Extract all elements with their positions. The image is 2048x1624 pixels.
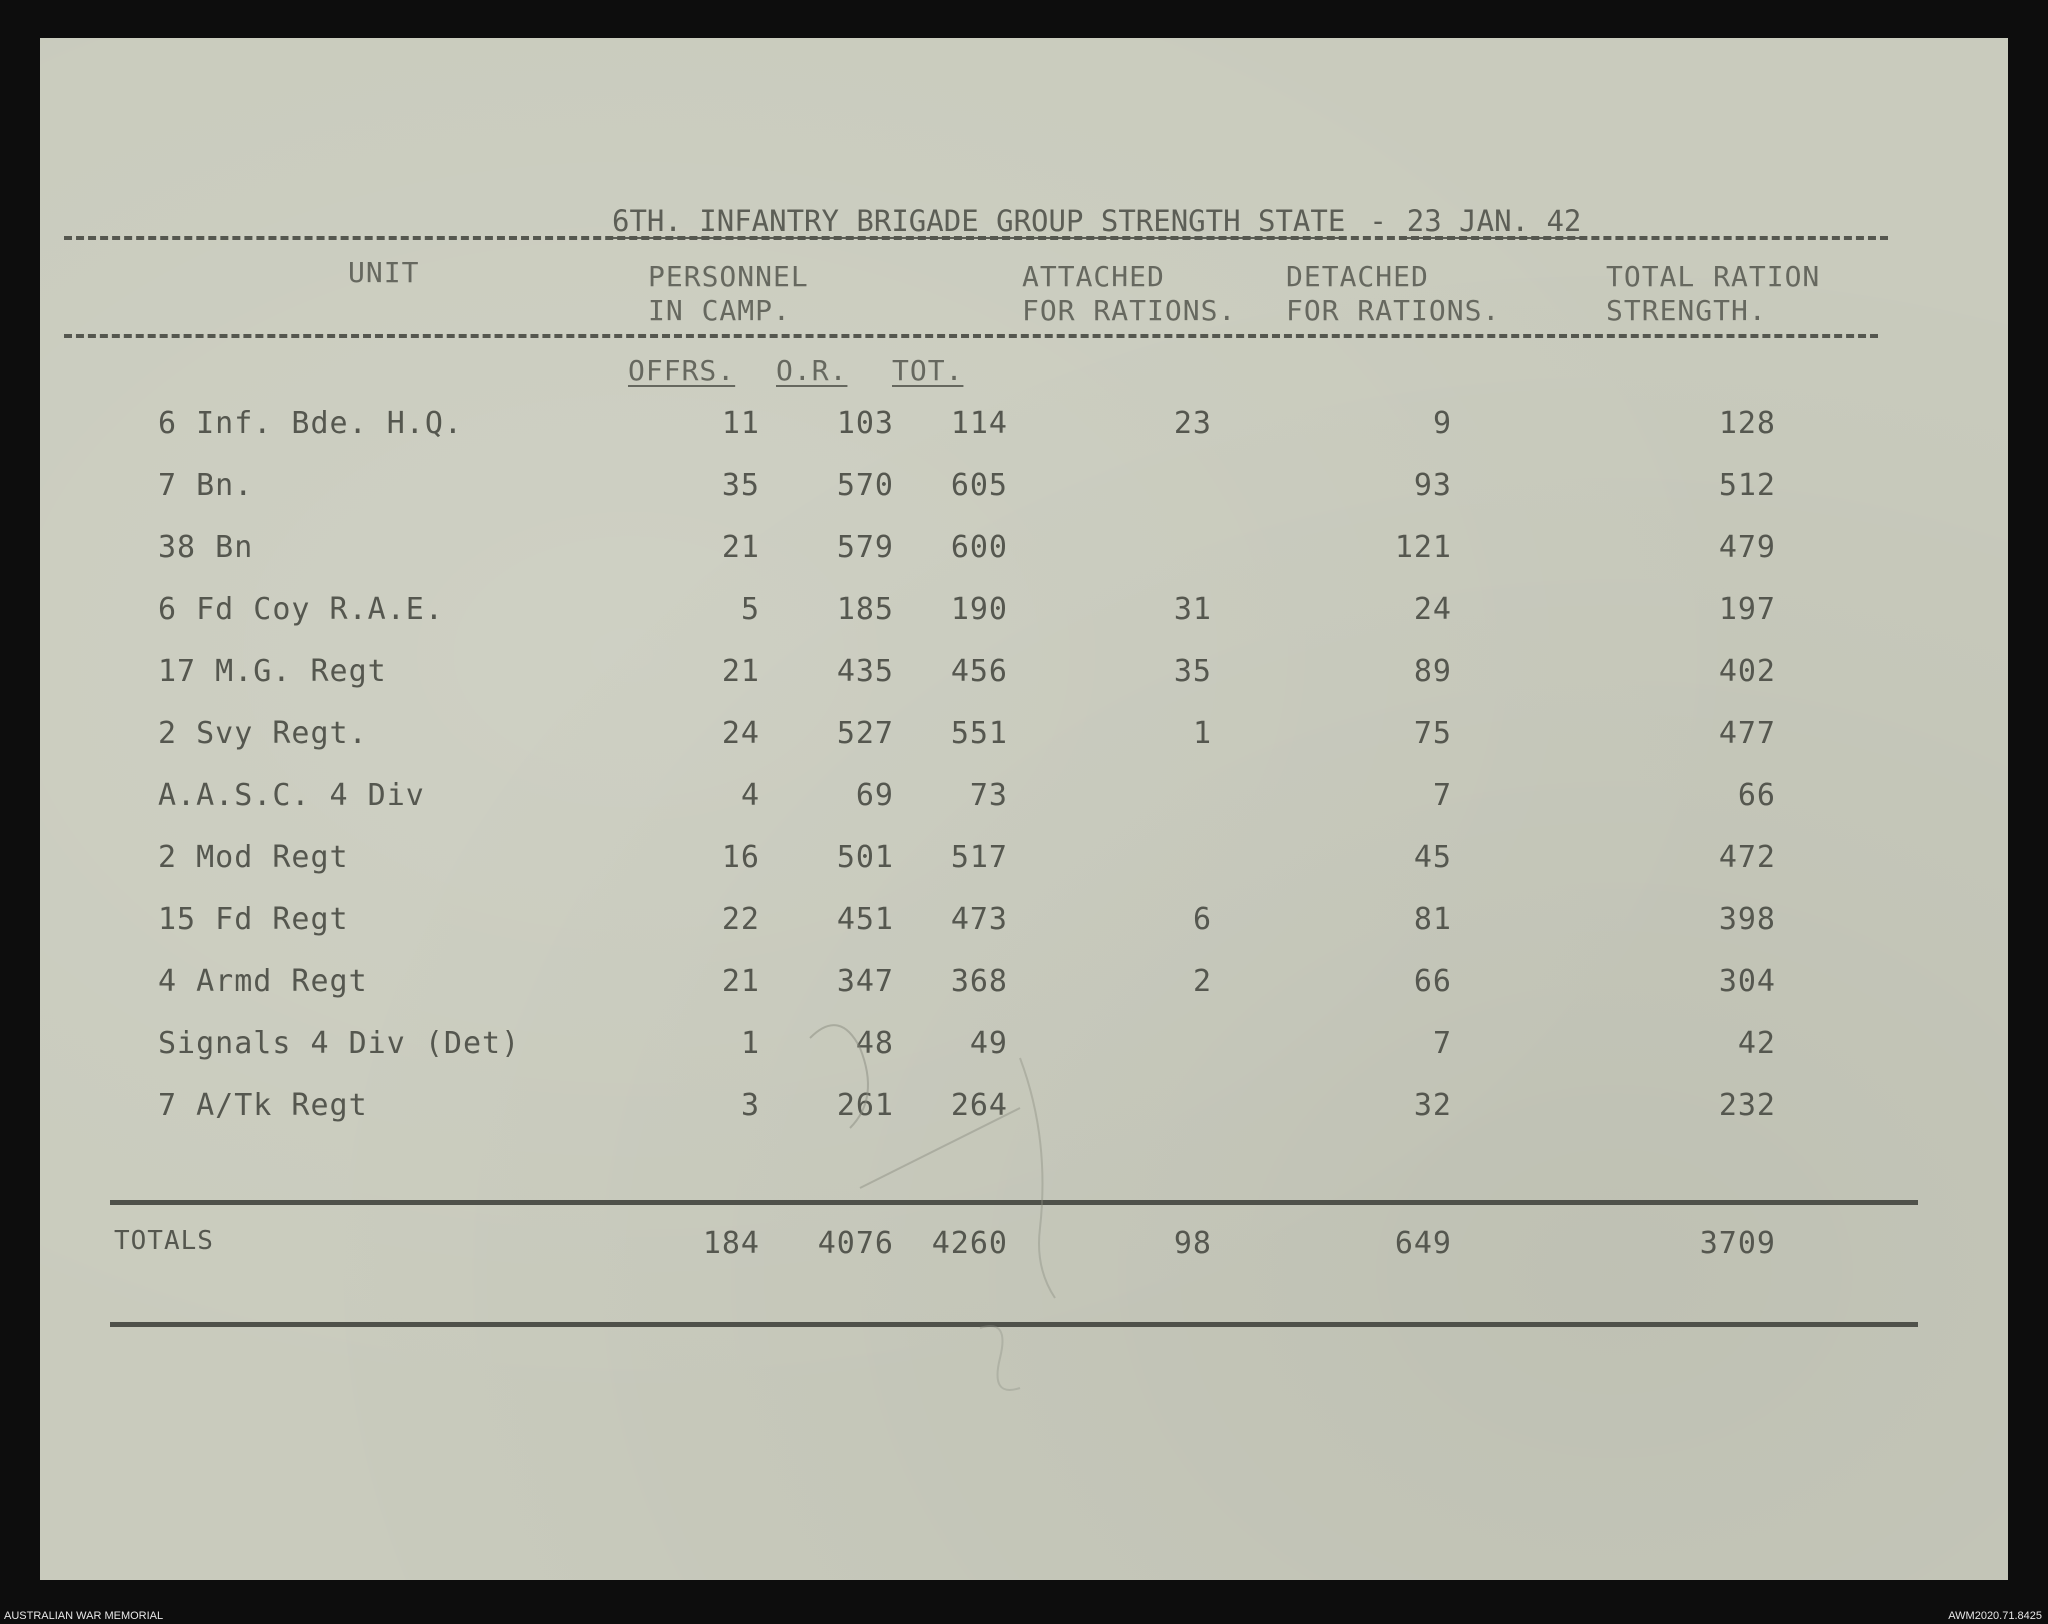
row-offrs: 21	[721, 964, 760, 999]
row-detached: 75	[1413, 716, 1452, 751]
header-detached-line1: DETACHED	[1286, 260, 1429, 293]
row-total-ration: 512	[1718, 468, 1776, 503]
totals-or: 4076	[817, 1226, 894, 1261]
row-unit: 15 Fd Regt	[158, 902, 349, 937]
subheader-tot: TOT.	[892, 354, 964, 387]
header-unit: UNIT	[348, 256, 420, 289]
row-tot: 551	[950, 716, 1008, 751]
row-offrs: 24	[721, 716, 760, 751]
row-offrs: 1	[740, 1026, 760, 1061]
row-total-ration: 42	[1737, 1026, 1776, 1061]
row-attached: 31	[1173, 592, 1212, 627]
row-total-ration: 479	[1718, 530, 1776, 565]
header-detached-line2: FOR RATIONS.	[1286, 294, 1501, 327]
row-tot: 517	[950, 840, 1008, 875]
row-tot: 456	[950, 654, 1008, 689]
row-tot: 190	[950, 592, 1008, 627]
row-unit: A.A.S.C. 4 Div	[158, 778, 425, 813]
row-or: 69	[855, 778, 894, 813]
totals-attached: 98	[1173, 1226, 1212, 1261]
row-or: 261	[836, 1088, 894, 1123]
totals-total: 3709	[1699, 1226, 1776, 1261]
row-total-ration: 472	[1718, 840, 1776, 875]
row-attached: 1	[1192, 716, 1212, 751]
subheader-offrs: OFFRS.	[628, 354, 736, 387]
row-tot: 114	[950, 406, 1008, 441]
row-offrs: 5	[740, 592, 760, 627]
row-offrs: 35	[721, 468, 760, 503]
row-or: 103	[836, 406, 894, 441]
row-tot: 368	[950, 964, 1008, 999]
row-or: 48	[855, 1026, 894, 1061]
row-detached: 7	[1432, 1026, 1452, 1061]
row-unit: 4 Armd Regt	[158, 964, 368, 999]
title-dash: -	[1369, 204, 1387, 238]
pencil-annotation	[800, 1018, 1160, 1418]
row-tot: 73	[969, 778, 1008, 813]
row-unit: 2 Svy Regt.	[158, 716, 368, 751]
header-bottom-rule	[64, 334, 1878, 338]
row-detached: 9	[1432, 406, 1452, 441]
header-attached-line2: FOR RATIONS.	[1022, 294, 1237, 327]
row-attached: 6	[1192, 902, 1212, 937]
row-attached: 35	[1173, 654, 1212, 689]
row-unit: 2 Mod Regt	[158, 840, 349, 875]
row-or: 185	[836, 592, 894, 627]
row-detached: 93	[1413, 468, 1452, 503]
row-total-ration: 402	[1718, 654, 1776, 689]
row-total-ration: 66	[1737, 778, 1776, 813]
header-attached-line1: ATTACHED	[1022, 260, 1165, 293]
row-offrs: 4	[740, 778, 760, 813]
row-attached: 2	[1192, 964, 1212, 999]
row-unit: 7 A/Tk Regt	[158, 1088, 368, 1123]
row-detached: 81	[1413, 902, 1452, 937]
row-or: 570	[836, 468, 894, 503]
row-tot: 49	[969, 1026, 1008, 1061]
row-unit: 17 M.G. Regt	[158, 654, 387, 689]
row-unit: 6 Fd Coy R.A.E.	[158, 592, 444, 627]
row-offrs: 3	[740, 1088, 760, 1123]
row-attached: 23	[1173, 406, 1212, 441]
row-total-ration: 232	[1718, 1088, 1776, 1123]
row-offrs: 21	[721, 530, 760, 565]
row-tot: 600	[950, 530, 1008, 565]
row-or: 501	[836, 840, 894, 875]
title-date: 23 JAN. 42	[1406, 204, 1582, 238]
document-page	[40, 38, 2008, 1580]
row-or: 347	[836, 964, 894, 999]
row-or: 435	[836, 654, 894, 689]
row-detached: 66	[1413, 964, 1452, 999]
row-or: 527	[836, 716, 894, 751]
row-unit: 38 Bn	[158, 530, 254, 565]
row-detached: 7	[1432, 778, 1452, 813]
row-total-ration: 477	[1718, 716, 1776, 751]
row-total-ration: 197	[1718, 592, 1776, 627]
subheader-or: O.R.	[776, 354, 848, 387]
row-tot: 605	[950, 468, 1008, 503]
document-title	[612, 204, 1581, 238]
row-unit: 7 Bn.	[158, 468, 254, 503]
header-total-line2: STRENGTH.	[1606, 294, 1767, 327]
header-top-rule	[64, 236, 1888, 240]
row-detached: 89	[1413, 654, 1452, 689]
totals-detached: 649	[1394, 1226, 1452, 1261]
row-detached: 45	[1413, 840, 1452, 875]
row-unit: 6 Inf. Bde. H.Q.	[158, 406, 463, 441]
row-offrs: 21	[721, 654, 760, 689]
row-detached: 24	[1413, 592, 1452, 627]
row-total-ration: 304	[1718, 964, 1776, 999]
row-unit: Signals 4 Div (Det)	[158, 1026, 521, 1061]
row-offrs: 22	[721, 902, 760, 937]
footer-credit: AUSTRALIAN WAR MEMORIAL	[4, 1610, 164, 1622]
row-total-ration: 398	[1718, 902, 1776, 937]
row-total-ration: 128	[1718, 406, 1776, 441]
totals-offrs: 184	[702, 1226, 760, 1261]
totals-bottom-rule	[110, 1322, 1918, 1327]
row-detached: 121	[1394, 530, 1452, 565]
row-tot: 264	[950, 1088, 1008, 1123]
row-or: 451	[836, 902, 894, 937]
row-offrs: 11	[721, 406, 760, 441]
header-total-line1: TOTAL RATION	[1606, 260, 1821, 293]
row-tot: 473	[950, 902, 1008, 937]
footer-accession-number: AWM2020.71.8425	[1948, 1610, 2042, 1622]
title-main: 6TH. INFANTRY BRIGADE GROUP STRENGTH STATE	[612, 204, 1346, 238]
row-detached: 32	[1413, 1088, 1452, 1123]
totals-label: TOTALS	[114, 1226, 214, 1256]
row-or: 579	[836, 530, 894, 565]
totals-top-rule	[110, 1200, 1918, 1205]
totals-tot: 4260	[931, 1226, 1008, 1261]
header-personnel-line2: IN CAMP.	[648, 294, 791, 327]
row-offrs: 16	[721, 840, 760, 875]
header-personnel-line1: PERSONNEL	[648, 260, 809, 293]
